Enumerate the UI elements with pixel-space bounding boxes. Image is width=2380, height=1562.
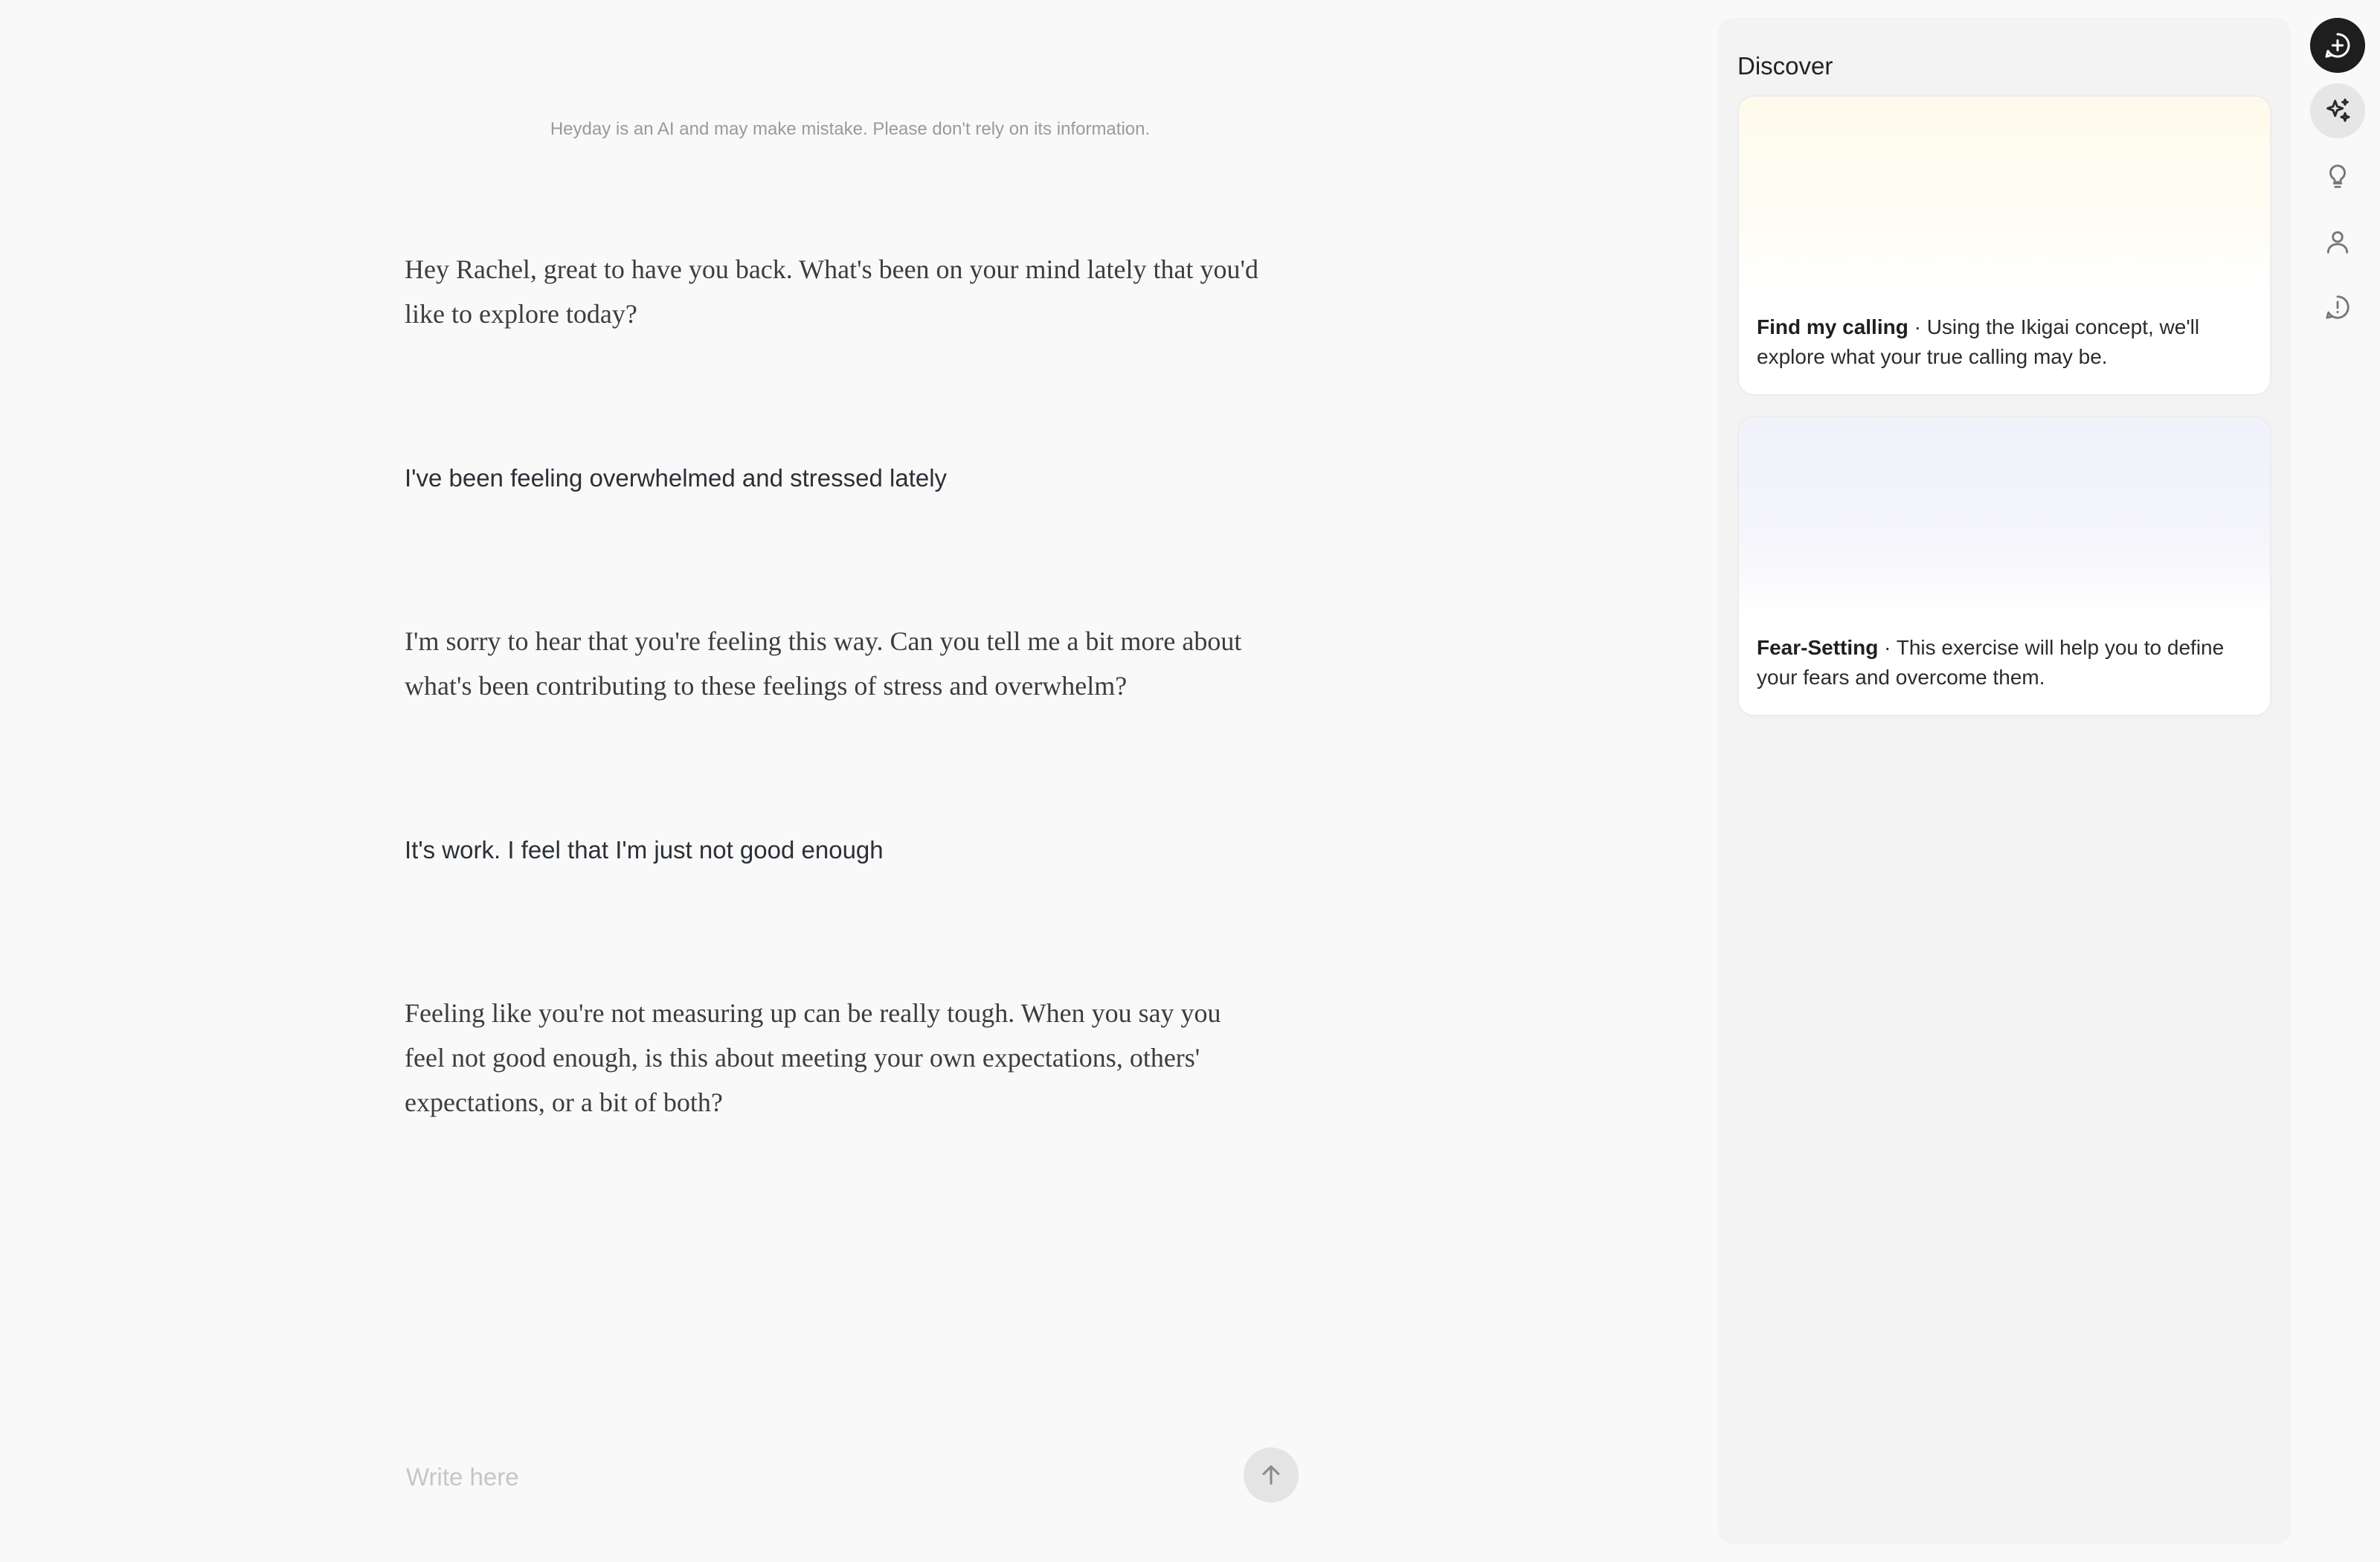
card-illustration (1739, 417, 2270, 618)
card-illustration (1739, 97, 2270, 298)
assistant-message: Feeling like you're not measuring up can be really tough. When you say you feel not good enough, is this about meeting your own expectations, others' expectations, or a bit of both? (405, 998, 1221, 1117)
discover-card-find-my-calling[interactable] (1737, 95, 2271, 396)
ai-disclaimer: Heyday is an AI and may make mistake. Please don't rely on its information. (550, 119, 1151, 139)
discover-tab-button[interactable] (2310, 83, 2365, 138)
ideas-button[interactable] (2310, 149, 2365, 204)
user-message: I've been feeling overwhelmed and stressed lately (405, 464, 948, 492)
send-button[interactable] (1244, 1447, 1299, 1502)
icon-rail (2306, 0, 2380, 1562)
assistant-message: Hey Rachel, great to have you back. What's been on your mind lately that you'd like to explore today? (405, 254, 1258, 329)
card-description: Using the Ikigai concept, we'll explore what your true calling may be. (1757, 315, 2200, 368)
card-description: This exercise will help you to define your fears and overcome them. (1757, 636, 2225, 689)
sparkles-icon (2323, 96, 2352, 126)
card-separator: · (1878, 636, 1897, 659)
profile-button[interactable] (2310, 214, 2365, 269)
card-title: Find my calling (1757, 315, 1908, 338)
card-title: Fear-Setting (1757, 636, 1879, 659)
message-composer (405, 1442, 1297, 1513)
card-text (1757, 633, 2257, 692)
card-text (1757, 312, 2257, 372)
new-chat-button[interactable] (2310, 18, 2365, 73)
discover-title: Discover (1737, 52, 1833, 80)
card-separator: · (1908, 315, 1927, 338)
message-input[interactable] (405, 1456, 1223, 1498)
lightbulb-icon (2323, 162, 2352, 190)
new-chat-icon (2323, 30, 2352, 60)
discover-card-fear-setting[interactable] (1737, 416, 2271, 716)
feedback-button[interactable] (2310, 280, 2365, 335)
assistant-message: I'm sorry to hear that you're feeling this way. Can you tell me a bit more about what's been contributing to these feelings of stress and overwhelm? (405, 626, 1242, 701)
user-message: It's work. I feel that I'm just not good enough (405, 836, 884, 864)
feedback-icon (2323, 293, 2352, 321)
user-icon (2323, 228, 2352, 256)
discover-panel (1718, 18, 2291, 1544)
arrow-up-icon (1258, 1462, 1284, 1488)
